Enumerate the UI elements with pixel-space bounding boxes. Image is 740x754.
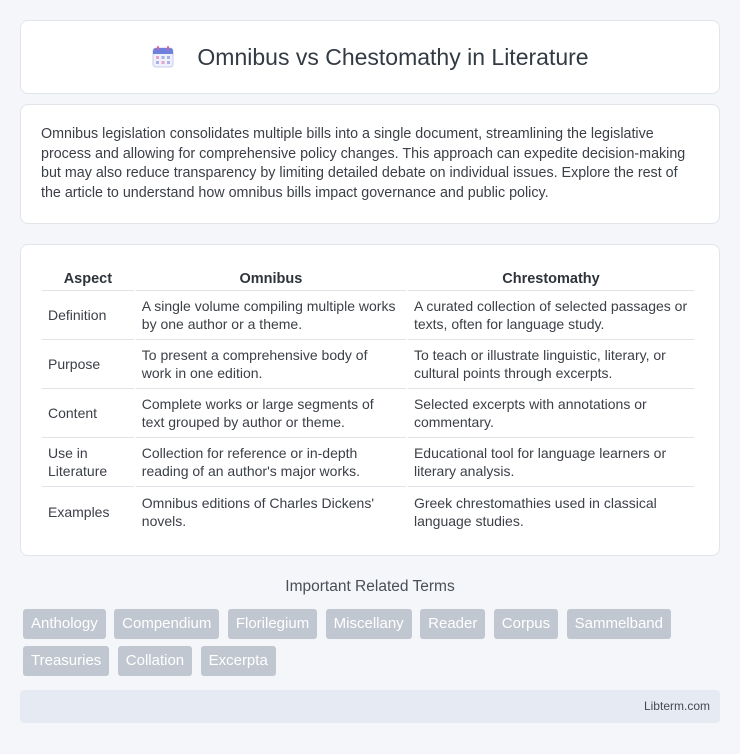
aspect-cell: Content — [42, 389, 134, 438]
table-row — [42, 340, 694, 389]
aspect-cell: Use in Literature — [42, 438, 134, 487]
tag-reader[interactable]: Reader — [420, 609, 485, 639]
tag-compendium[interactable]: Compendium — [114, 609, 219, 639]
aspect-cell: Definition — [42, 291, 134, 340]
footer — [20, 690, 720, 723]
tag-corpus[interactable]: Corpus — [494, 609, 558, 639]
page-title: Omnibus vs Chestomathy in Literature — [197, 43, 589, 70]
tag-sammelband[interactable]: Sammelband — [567, 609, 671, 639]
comparison-card — [20, 244, 720, 556]
tag-florilegium[interactable]: Florilegium — [228, 609, 317, 639]
table-row — [42, 487, 694, 536]
header-aspect: Aspect — [42, 267, 134, 291]
intro-text: Omnibus legislation consolidates multiple bills into a single document, streamlining the legislative process and allowing for comprehensive policy changes. This approach can expedite decision-making but may also reduce transparency by limiting detailed debate on individual issues. Explore the rest of the article to understand how omnibus bills impact governance and public policy. — [41, 126, 686, 201]
footer-site-link[interactable]: Libterm.com — [643, 699, 710, 713]
chrestomathy-cell: Selected excerpts with annotations or commentary. — [408, 389, 694, 438]
chrestomathy-cell: Greek chrestomathies used in classical language studies. — [413, 494, 657, 529]
comparison-table — [40, 267, 696, 536]
calendar-icon — [151, 45, 175, 69]
tag-treasuries[interactable]: Treasuries — [23, 646, 109, 676]
omnibus-cell: To present a comprehensive body of work in one edition. — [136, 340, 406, 389]
related-terms-title: Important Related Terms — [285, 578, 455, 595]
related-terms-tags — [23, 609, 723, 683]
omnibus-cell: Collection for reference or in-depth reading of an author's major works. — [136, 438, 406, 487]
table-row — [42, 291, 694, 340]
table-row — [42, 438, 694, 487]
omnibus-cell: Omnibus editions of Charles Dickens' novels. — [141, 494, 374, 529]
intro-card — [20, 104, 720, 224]
table-header-row — [42, 267, 694, 291]
header-card — [20, 20, 720, 94]
header-chrestomathy: Chrestomathy — [408, 267, 694, 291]
aspect-cell: Examples — [48, 503, 110, 520]
tag-anthology[interactable]: Anthology — [23, 609, 106, 639]
title-wrap — [151, 44, 588, 71]
chrestomathy-cell: To teach or illustrate linguistic, literary, or cultural points through excerpts. — [408, 340, 694, 389]
tag-collation[interactable]: Collation — [118, 646, 192, 676]
aspect-cell: Purpose — [42, 340, 134, 389]
table-row — [42, 389, 694, 438]
tag-miscellany[interactable]: Miscellany — [326, 609, 412, 639]
tag-excerpta[interactable]: Excerpta — [201, 646, 276, 676]
chrestomathy-cell: A curated collection of selected passages or texts, often for language study. — [408, 291, 694, 340]
omnibus-cell: Complete works or large segments of text grouped by author or theme. — [136, 389, 406, 438]
omnibus-cell: A single volume compiling multiple works by one author or a theme. — [136, 291, 406, 340]
header-omnibus: Omnibus — [136, 267, 406, 291]
chrestomathy-cell: Educational tool for language learners or literary analysis. — [408, 438, 694, 487]
